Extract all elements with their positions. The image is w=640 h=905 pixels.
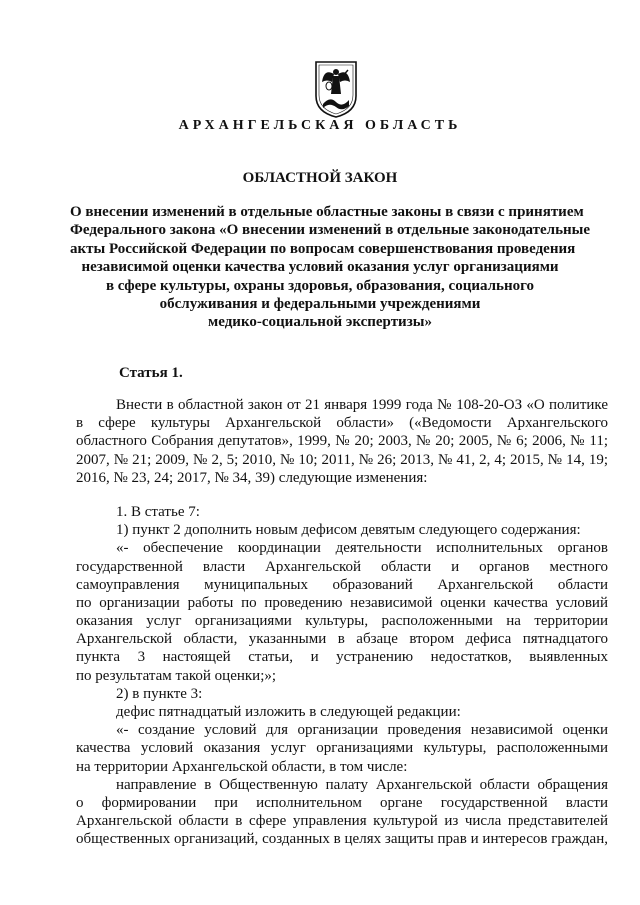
- amendment-line: на территории Архангельской области, в том числе:: [76, 758, 408, 775]
- amendment-line: 1. В статье 7:: [116, 503, 200, 520]
- archangelsk-coat-of-arms-icon: [314, 60, 358, 118]
- region-title: АРХАНГЕЛЬСКАЯ ОБЛАСТЬ: [178, 118, 462, 133]
- amendment-line: 1) пункт 2 дополнить новым дефисом девятым следующего содержания:: [116, 522, 581, 539]
- amendment-line: по результатам такой оценки;»;: [76, 667, 277, 684]
- amendment-line: государственной власти Архангельской области и органов местного: [76, 558, 608, 575]
- amendment-line: 2) в пункте 3:: [116, 685, 203, 702]
- intro-line: 2016, № 23, 24; 2017, № 34, 39) следующие изменения:: [76, 469, 428, 486]
- amendment-line: оказания услуг организациями культуры, расположенными на территории: [76, 613, 608, 630]
- intro-line: 2007, № 21; 2009, № 2, 5; 2010, № 10; 2011, № 26; 2013, № 41, 2, 4; 2015, № 14, 19;: [76, 451, 608, 468]
- law-title-line: обслуживания и федеральными учреждениями: [159, 296, 481, 313]
- law-title-line: Федерального закона «О внесении изменений в отдельные законодательные: [70, 222, 591, 239]
- amendment-line: Архангельской области в сфере управления культурой из числа представителей: [76, 813, 608, 830]
- amendment-line: качества условий оказания услуг организациями культуры, расположенными: [76, 740, 608, 757]
- law-title-line: медико-социальной экспертизы»: [208, 314, 432, 331]
- amendment-line: по организации работы по проведению независимой оценки качества условий: [76, 594, 608, 611]
- intro-line: Внести в областной закон от 21 января 1999 года № 108-20-ОЗ «О политике: [116, 397, 608, 413]
- law-title-line: акты Российской Федерации по вопросам совершенствования проведения: [70, 240, 576, 257]
- article-heading: Статья 1.: [119, 365, 183, 381]
- law-title-line: О внесении изменений в отдельные областные законы в связи с принятием: [70, 204, 584, 220]
- law-title: [70, 203, 591, 332]
- amendment-line: «- обеспечение координации деятельности исполнительных органов: [116, 540, 608, 557]
- amendment-line: общественных организаций, созданных в целях защиты прав и интересов граждан,: [76, 831, 608, 848]
- amendment-line: «- создание условий для организации проведения независимой оценки: [116, 722, 608, 739]
- paragraph-gap: [76, 487, 608, 503]
- amendment-line: Архангельской области, указанными в абзаце втором дефиса пятнадцатого: [76, 631, 608, 648]
- amendment-line: направление в Общественную палату Архангельской области обращения: [116, 776, 608, 793]
- article-body: [76, 396, 608, 849]
- law-title-line: независимой оценки качества условий оказания услуг организациями: [81, 259, 559, 276]
- intro-line: в сфере культуры Архангельской области» («Ведомости Архангельского: [76, 415, 608, 432]
- amendment-line: о формировании при исполнительном органе государственной власти: [76, 794, 608, 811]
- law-type-heading: ОБЛАСТНОЙ ЗАКОН: [242, 170, 398, 186]
- amendment-line: дефис пятнадцатый изложить в следующей редакции:: [116, 704, 461, 720]
- amendment-line: самоуправления муниципальных образований Архангельской области: [76, 576, 608, 593]
- amendment-line: пункта 3 настоящей статьи, и устранению недостатков, выявленных: [76, 649, 608, 666]
- law-title-line: в сфере культуры, охраны здоровья, образования, социального: [105, 277, 535, 294]
- intro-line: областного Собрания депутатов», 1999, № 20; 2003, № 20; 2005, № 6; 2006, № 11;: [76, 433, 608, 450]
